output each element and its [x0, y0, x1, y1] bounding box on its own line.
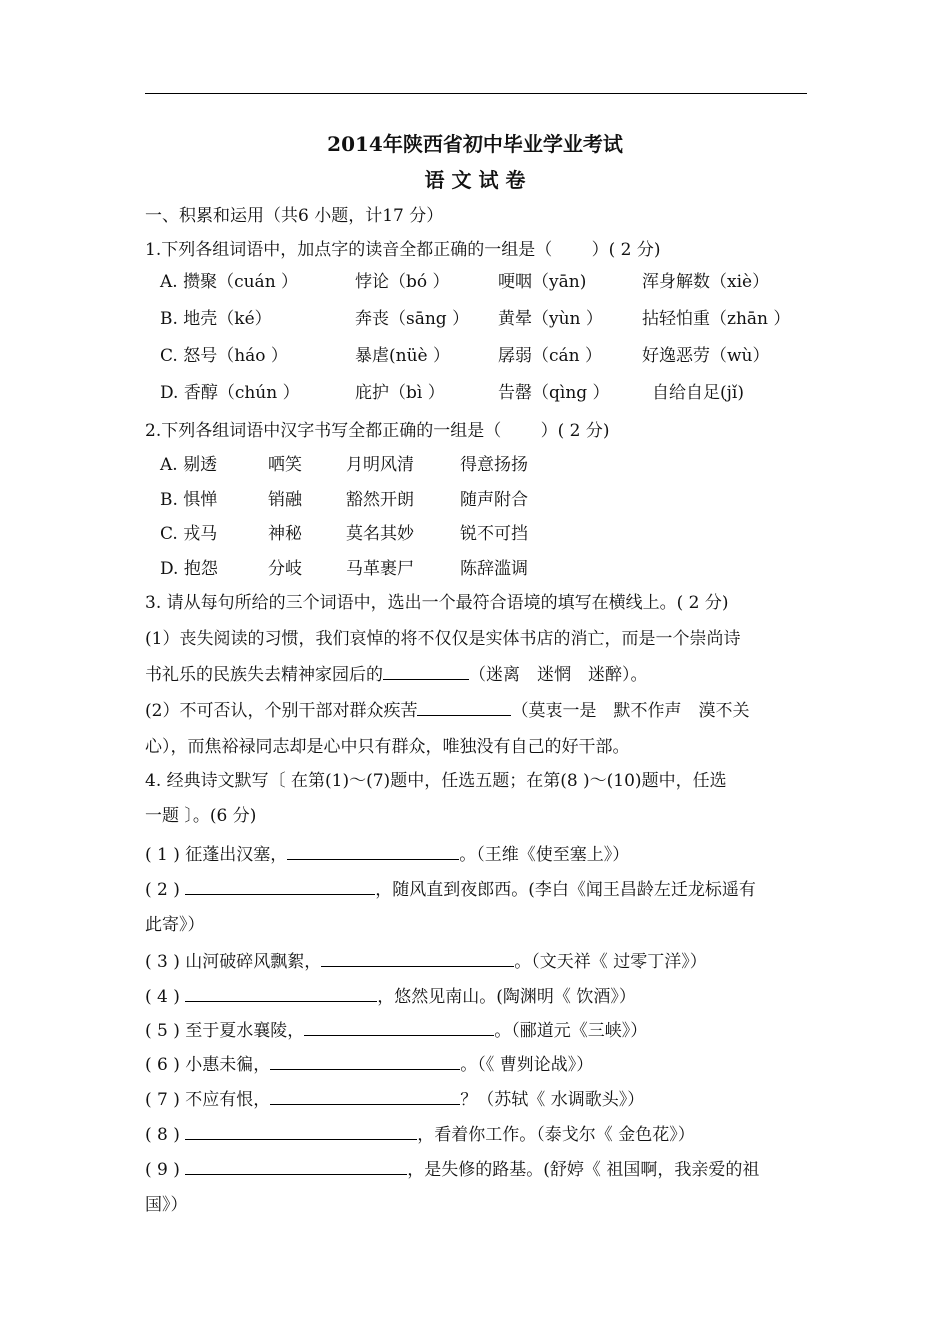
- q1-option-b-3: 黄晕（yùn ）: [498, 309, 603, 329]
- q4-item-7: ( 7 ) 不应有恨， ？（苏轼《 水调歌头》）: [145, 1090, 645, 1110]
- answer-blank[interactable]: [185, 880, 375, 895]
- q4-item-1: ( 1 ) 征蓬出汉塞， 。（王维《使至塞上》）: [145, 845, 630, 865]
- q4-item-9: ( 9 ) ，是失修的路基。(舒婷《 祖国啊，我亲爱的祖: [145, 1160, 760, 1180]
- answer-blank[interactable]: [270, 1055, 460, 1070]
- q1-option-c-4: 好逸恶劳（wù）: [642, 346, 770, 366]
- question-4-stem-a: 4. 经典诗文默写〔 在第(1)～(7)题中，任选五题；在第(8 )～(10)题中，任选: [145, 771, 727, 791]
- q2-option-a-2: 哂笑: [268, 455, 302, 475]
- q2-option-b-4: 随声附合: [460, 490, 528, 510]
- q2-option-d-3: 马革裹尸: [346, 559, 414, 579]
- q4-item-2: ( 2 ) ，随风直到夜郎西。(李白《闻王昌龄左迁龙标遥有: [145, 880, 756, 900]
- q2-option-d-1: D. 抱怨: [160, 559, 218, 579]
- q3-part-2-line-b: 心），而焦裕禄同志却是心中只有群众，唯独没有自己的好干部。: [145, 737, 630, 757]
- exam-title: 2014年陕西省初中毕业学业考试: [327, 132, 623, 156]
- q2-option-a-3: 月明风清: [346, 455, 414, 475]
- q1-option-d-4: 自给自足(jǐ): [652, 383, 744, 403]
- answer-blank[interactable]: [417, 701, 511, 716]
- q2-option-b-2: 销融: [268, 490, 302, 510]
- q1-option-b-4: 拈轻怕重（zhān ）: [642, 309, 791, 329]
- q4-item-8: ( 8 ) ，看着你工作。（泰戈尔《 金色花》）: [145, 1125, 695, 1145]
- answer-blank[interactable]: [383, 665, 469, 680]
- q1-option-d-3: 告罄（qìng ）: [498, 383, 610, 403]
- q1-option-d-1: D. 香醇（chún ）: [160, 383, 300, 403]
- q4-item-9-cont: 国》）: [145, 1195, 188, 1215]
- q2-option-d-4: 陈辞滥调: [460, 559, 528, 579]
- q2-option-c-1: C. 戎马: [160, 524, 218, 544]
- q1-option-c-1: C. 怒号（háo ）: [160, 346, 288, 366]
- q3-part-1-line-b: 书礼乐的民族失去精神家园后的 （迷离 迷惘 迷醉）。: [145, 665, 648, 685]
- question-3-stem: 3. 请从每句所给的三个词语中，选出一个最符合语境的填写在横线上。( 2 分): [145, 593, 729, 613]
- q1-option-a-4: 浑身解数（xiè）: [642, 272, 770, 292]
- answer-blank[interactable]: [304, 1021, 494, 1036]
- answer-blank[interactable]: [270, 1090, 460, 1105]
- q2-option-c-3: 莫名其妙: [346, 524, 414, 544]
- q3-part-1-line-a: (1）丧失阅读的习惯，我们哀悼的将不仅仅是实体书店的消亡，而是一个崇尚诗: [145, 629, 741, 649]
- answer-blank[interactable]: [287, 845, 459, 860]
- q4-item-2-cont: 此寄》）: [145, 915, 205, 935]
- q2-option-a-4: 得意扬扬: [460, 455, 528, 475]
- answer-blank[interactable]: [185, 987, 377, 1002]
- q2-option-d-2: 分岐: [268, 559, 302, 579]
- q1-option-a-2: 悖论（bó ）: [355, 272, 450, 292]
- question-2-stem: 2.下列各组词语中汉字书写全都正确的一组是（ ）( 2 分): [145, 421, 610, 441]
- q1-option-c-3: 孱弱（cán ）: [498, 346, 603, 366]
- q1-option-b-2: 奔丧（sāng ）: [355, 309, 470, 329]
- q2-option-a-1: A. 剔透: [160, 455, 218, 475]
- exam-subtitle: 语 文 试 卷: [424, 168, 526, 192]
- q2-option-b-3: 豁然开朗: [346, 490, 414, 510]
- q2-option-c-4: 锐不可挡: [460, 524, 528, 544]
- section-heading: 一、积累和运用（共6 小题，计17 分）: [145, 206, 444, 226]
- q4-item-5: ( 5 ) 至于夏水襄陵， 。（郦道元《三峡》）: [145, 1021, 648, 1041]
- q4-item-4: ( 4 ) ，悠然见南山。(陶渊明《 饮酒》）: [145, 987, 636, 1007]
- q2-option-c-2: 神秘: [268, 524, 302, 544]
- q1-option-a-3: 哽咽（yān): [498, 272, 587, 292]
- question-4-stem-b: 一题 〕。(6 分): [145, 806, 257, 826]
- q1-option-c-2: 暴虐(nüè ）: [355, 346, 450, 366]
- header-rule: [145, 93, 807, 94]
- q1-option-d-2: 庇护（bì ）: [355, 383, 445, 403]
- answer-blank[interactable]: [185, 1160, 407, 1175]
- q3-part-2-line-a: (2）不可否认，个别干部对群众疾苦 （莫衷一是 默不作声 漠不关: [145, 701, 750, 721]
- q4-item-3: ( 3 ) 山河破碎风飘絮， 。（文天祥《 过零丁洋》）: [145, 952, 707, 972]
- answer-blank[interactable]: [321, 952, 514, 967]
- q2-option-b-1: B. 惧惮: [160, 490, 218, 510]
- q1-option-a-1: A. 攒聚（cuán ）: [160, 272, 299, 292]
- answer-blank[interactable]: [185, 1125, 417, 1140]
- q1-option-b-1: B. 地壳（ké）: [160, 309, 272, 329]
- q4-item-6: ( 6 ) 小惠未徧， 。（《 曹刿论战》）: [145, 1055, 594, 1075]
- question-1-stem: 1.下列各组词语中，加点字的读音全都正确的一组是（ ）( 2 分): [145, 240, 661, 260]
